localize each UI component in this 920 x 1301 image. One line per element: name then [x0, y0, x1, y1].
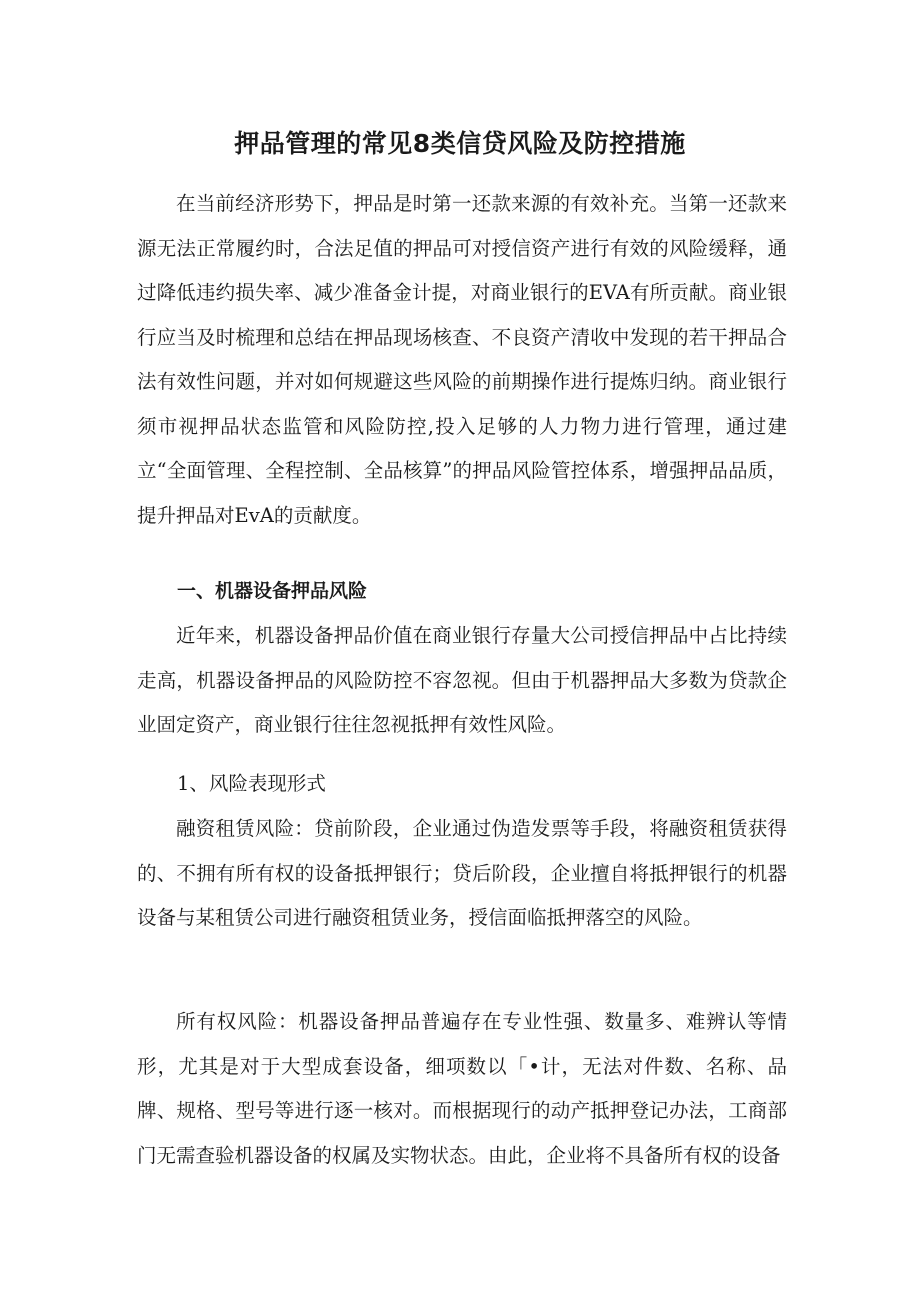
section-heading: 一、机器设备押品风险: [177, 580, 368, 602]
intro-paragraph: 在当前经济形势下，押品是时第一还款来源的有效补充。当第一还款来源无法正常履约时，合法足值的押品可对授信资产进行有效的风险缓释，通过降低违约损失率、减少准备金计提，对商业银行的EVA有所贡献。商业银行应当及时梳理和总结在押品现场核查、不良资产清收中发现的若干押品合法有效性问题，并对如何规避这些风险的前期操作进行提炼归纳。商业银行须市视押品状态监管和风险防控,投入足够的人力物力进行管理，通过建立“全面管理、全程控制、全品核算”的押品风险管控体系，增强押品品质，提升押品对EvA的贡献度。: [137, 192, 787, 527]
section-paragraph: 近年来，机器设备押品价值在商业银行存量大公司授信押品中占比持续走高，机器设备押品的风险防控不容忽视。但由于机器押品大多数为贷款企业固定资产，商业银行往往忽视抵押有效性风险。: [137, 624, 787, 736]
subsection-heading: 1、风险表现形式: [177, 772, 326, 795]
ownership-risk-paragraph: 所有权风险：机器设备押品普遍存在专业性强、数量多、难辨认等情形，尤其是对于大型成套设备，细项数以「•计，无法对件数、名称、品牌、规格、型号等进行逐一核对。而根据现行的动产抵押登记办法，工商部门无需查验机器设备的权属及实物状态。由此，企业将不具备所有权的设备: [137, 1010, 787, 1167]
leasing-risk-paragraph: 融资租赁风险：贷前阶段，企业通过伪造发票等手段，将融资租赁获得的、不拥有所有权的设备抵押银行；贷后阶段，企业擅自将抵押银行的机器设备与某租赁公司进行融资租赁业务，授信面临抵押落空的风险。: [137, 817, 787, 929]
document-title: 押品管理的常见8类信贷风险及防控措施: [234, 129, 686, 158]
